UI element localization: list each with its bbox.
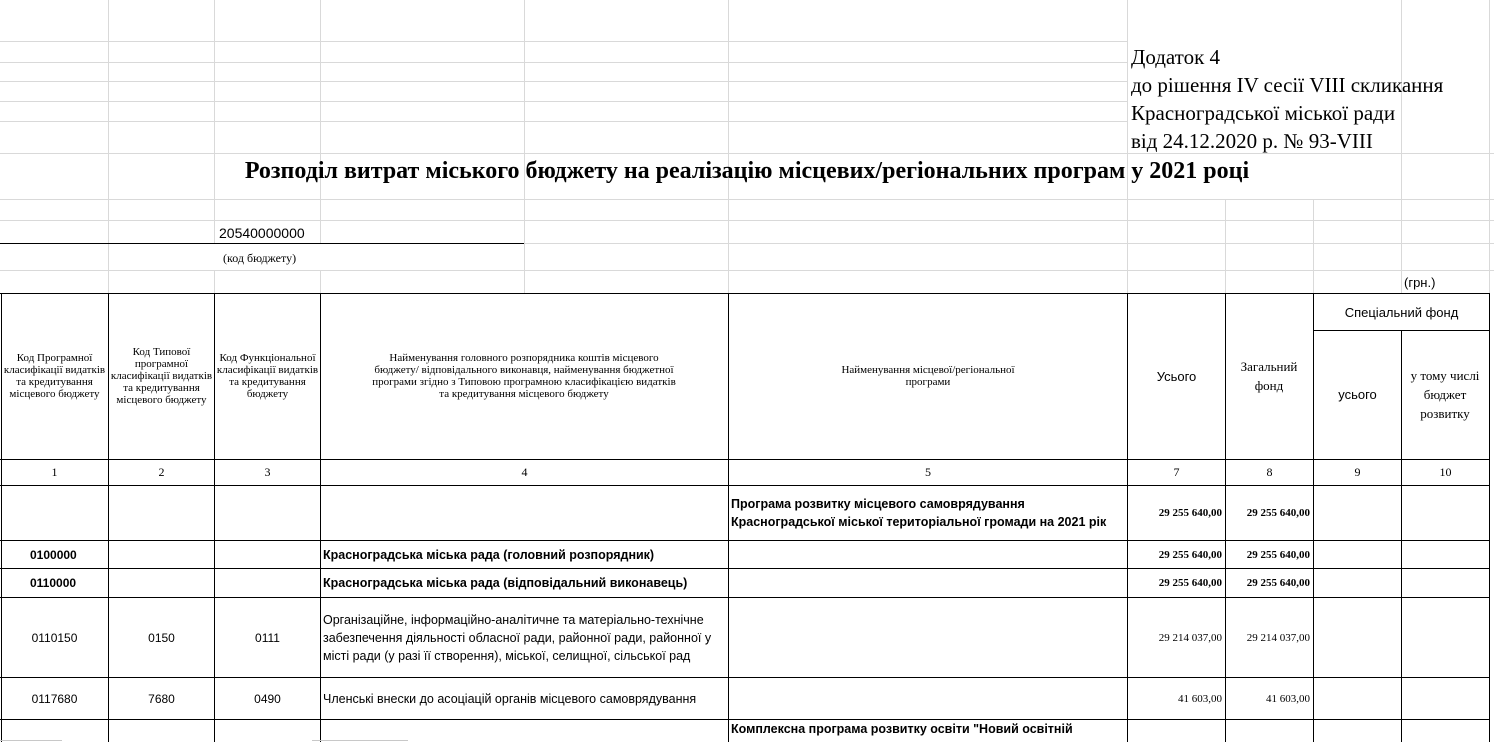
gridline (320, 270, 321, 293)
table-row-total: 29 255 640,00 (1158, 548, 1222, 561)
gridline (0, 199, 1494, 200)
gridline (0, 62, 1127, 63)
table-border (0, 568, 1490, 569)
table-border (1489, 293, 1490, 742)
table-row-functional-code: 0490 (254, 691, 281, 706)
gridline (0, 41, 1127, 42)
table-row-general-fund: 29 255 640,00 (1246, 577, 1310, 589)
table-row-general-fund: 29 214 037,00 (1246, 631, 1310, 644)
table-row-program-code: 0110150 (31, 630, 78, 645)
table-row-program-code: 0100000 (30, 547, 77, 562)
table-border (0, 485, 1490, 486)
gridline (0, 81, 1127, 82)
header-total: Усього (1156, 368, 1197, 384)
budget-code: 20540000000 (219, 225, 305, 241)
column-number: 5 (925, 465, 931, 479)
table-row-general-fund: 41 603,00 (1266, 692, 1310, 705)
column-number: 9 (1354, 465, 1361, 479)
gridline (1313, 200, 1314, 293)
header-program-code: Код Програмної класифікації видатків та кредитування місцевого бюджету (3, 352, 106, 400)
gridline (524, 243, 1494, 244)
currency-label: (грн.) (1404, 275, 1436, 290)
column-number: 10 (1439, 465, 1452, 479)
table-row-unit-name: Красноградська міська рада (відповідальний виконавець) (323, 576, 688, 590)
table-border (1, 293, 2, 742)
page-title: Розподіл витрат міського бюджету на реалізацію місцевих/регіональних програм у 2021 році (244, 158, 1250, 184)
table-row-program-name: Програма розвитку місцевого самоврядування Красноградської міської територіальної громади на 2021 рік (731, 497, 1107, 529)
table-row-total: 29 255 640,00 (1158, 507, 1222, 519)
gridline (1225, 200, 1226, 293)
table-row-functional-code: 0111 (255, 630, 280, 645)
column-number: 3 (264, 465, 271, 479)
budget-code-label: (код бюджету) (223, 251, 297, 265)
column-number: 8 (1266, 465, 1273, 479)
gridline (0, 270, 1494, 271)
table-border (1225, 293, 1226, 742)
header-functional-code: Код Функціональної класифікації видатків та кредитування бюджету (216, 352, 319, 400)
column-number: 2 (158, 465, 165, 479)
budget-code-underline (0, 243, 524, 244)
table-row-general-fund: 29 255 640,00 (1246, 548, 1310, 561)
table-border (728, 293, 729, 742)
table-border (320, 293, 321, 742)
annex-line-1: Додаток 4 (1131, 45, 1221, 69)
gridline (312, 740, 408, 741)
annex-line-4: від 24.12.2020 р. № 93-VIII (1131, 129, 1373, 153)
gridline (214, 270, 215, 293)
table-row-typical-code: 7680 (148, 691, 175, 706)
column-number: 1 (51, 465, 58, 479)
annex-line-2: до рішення IV сесії VIII скликання (1131, 73, 1444, 97)
table-row-total: 29 255 640,00 (1158, 577, 1222, 589)
table-row-program-name: Комплексна програма розвитку освіти "Новий освітній (731, 722, 1073, 736)
header-spending-unit-name: Найменування головного розпорядника коштів місцевого бюджету/ відповідального виконавця, найменування бюджетної програми згідно з Типовою програмною класифікацією видатків та кредитування місцевого бюджету (372, 352, 676, 400)
table-row-program-code: 0117680 (31, 691, 78, 706)
gridline (524, 0, 525, 293)
table-border (0, 540, 1490, 541)
gridline (0, 220, 1494, 221)
gridline (0, 121, 1127, 122)
table-row-unit-name: Членські внески до асоціацій органів місцевого самоврядування (323, 691, 697, 706)
gridline (0, 101, 1127, 102)
table-border (0, 293, 1490, 294)
header-special-fund: Спеціальний фонд (1344, 304, 1459, 320)
header-development-budget: у тому числі бюджет розвитку (1410, 368, 1480, 421)
table-border (1127, 293, 1128, 742)
table-border (1401, 330, 1402, 742)
table-border (0, 597, 1490, 598)
gridline (1489, 0, 1490, 293)
table-border (108, 293, 109, 742)
table-row-unit-name: Організаційне, інформаційно-аналітичне та матеріально-технічне забезпечення діяльності обласної ради, районної ради, районної у місті ради (у разі її створення), міської, селищної, сільської рад (323, 612, 712, 663)
gridline (1401, 0, 1402, 293)
table-row-typical-code: 0150 (148, 630, 175, 645)
table-border (214, 293, 215, 742)
column-number: 4 (521, 465, 528, 479)
table-row-unit-name: Красноградська міська рада (головний розпорядник) (323, 547, 655, 562)
gridline (728, 0, 729, 293)
gridline (1127, 0, 1128, 293)
header-general-fund: Загальний фонд (1240, 359, 1298, 393)
table-row-general-fund: 29 255 640,00 (1246, 507, 1310, 519)
annex-line-3: Красноградської міської ради (1131, 101, 1396, 125)
table-row-program-code: 0110000 (30, 576, 77, 590)
gridline (0, 740, 62, 741)
header-typical-program-code: Код Типової програмної класифікації видатків та кредитування місцевого бюджету (110, 346, 213, 406)
gridline (108, 243, 109, 293)
table-row-total: 29 214 037,00 (1158, 631, 1222, 644)
column-number: 7 (1173, 465, 1180, 479)
table-border (0, 459, 1490, 460)
header-special-total: усього (1338, 387, 1377, 402)
table-border (1313, 293, 1314, 742)
table-row-total: 41 603,00 (1178, 692, 1222, 705)
table-border (0, 719, 1490, 720)
table-border (0, 677, 1490, 678)
header-program-name: Найменування місцевої/регіональної програми (841, 364, 1015, 388)
